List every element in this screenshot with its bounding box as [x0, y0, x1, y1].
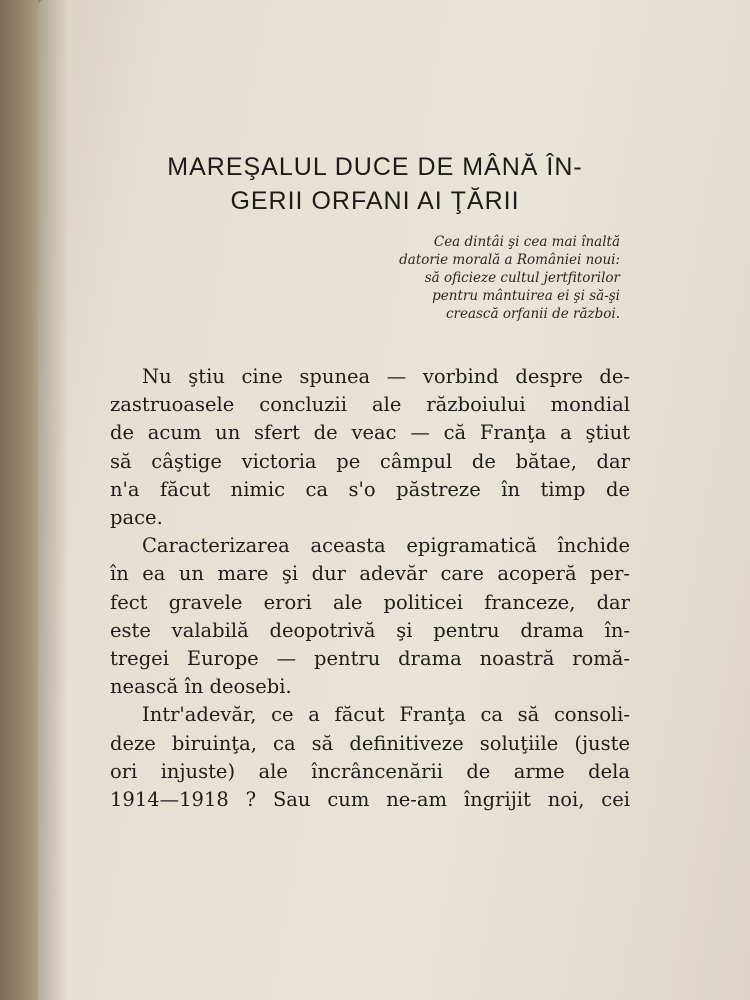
epigraph-line: Cea dintâi şi cea mai înaltă [433, 234, 620, 250]
body-line: n'a făcut nimic ca s'o păstreze în timp de [110, 477, 630, 501]
body-line: să câştige victoria pe câmpul de bătae, dar [110, 449, 630, 473]
body-text [110, 363, 630, 814]
body-line: zastruoasele concluzii ale războiului mondial [110, 393, 630, 417]
body-line: tregei Europe — pentru drama noastră romă- [110, 647, 630, 671]
chapter-title [110, 150, 640, 218]
body-line: Intr'adevăr, ce a făcut Franţa ca să consoli- [142, 703, 630, 727]
epigraph [310, 233, 620, 323]
body-line: deze biruinţa, ca să definitiveze soluţiile (juste [110, 731, 630, 755]
epigraph-line: crească orfanii de război. [445, 306, 620, 322]
title-line: MAREŞALUL DUCE DE MÂNĂ ÎN- [167, 153, 583, 181]
epigraph-line: pentru mântuirea ei şi să-şi [432, 288, 620, 304]
title-line: GERII ORFANI AI ŢĂRII [230, 187, 520, 215]
body-line: Nu ştiu cine spunea — vorbind despre de- [142, 365, 630, 388]
body-line: în ea un mare şi dur adevăr care acoperă per- [110, 562, 630, 586]
body-line: Caracterizarea aceasta epigramatică închide [142, 534, 630, 558]
epigraph-line: datorie morală a României noui: [399, 252, 620, 268]
epigraph-line: să oficieze cultul jertfitorilor [424, 270, 620, 286]
body-line: este valabilă deopotrivă şi pentru drama în- [110, 618, 630, 642]
body-line: 1914—1918 ? Sau cum ne-am îngrijit noi, cei [110, 788, 630, 812]
body-line: nească în deosebi. [110, 675, 292, 699]
body-line: fect gravele erori ale politicei franceze, dar [110, 590, 630, 614]
body-line: ori injuste) ale încrâncenării de arme dela [110, 759, 630, 783]
body-line: de acum un sfert de veac — că Franţa a ştiut [110, 421, 630, 445]
page-gutter-shadow [38, 0, 68, 1000]
body-line: pace. [110, 506, 163, 530]
